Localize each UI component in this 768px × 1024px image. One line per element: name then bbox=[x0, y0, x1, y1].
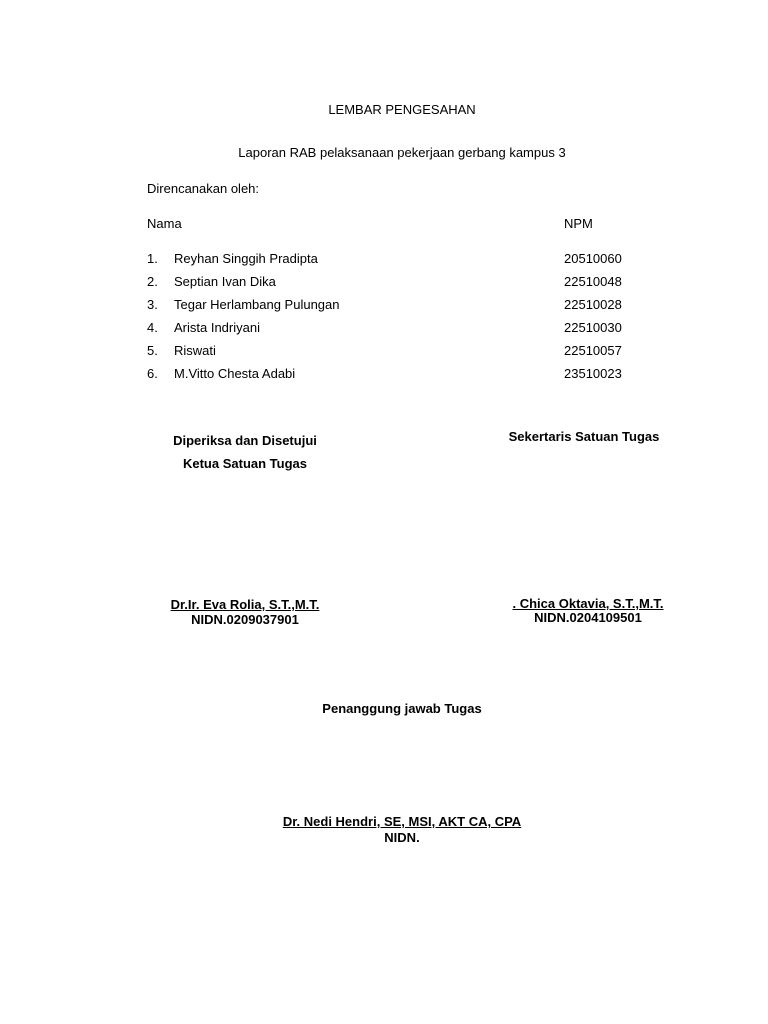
column-header-name: Nama bbox=[147, 216, 182, 231]
member-name: Septian Ivan Dika bbox=[174, 274, 276, 289]
member-row bbox=[0, 251, 768, 271]
member-row bbox=[0, 320, 768, 340]
left-signatory-nidn: NIDN.0209037901 bbox=[191, 612, 299, 627]
member-row bbox=[0, 274, 768, 294]
member-npm: 20510060 bbox=[564, 251, 622, 266]
right-signatory-role: Sekertaris Satuan Tugas bbox=[508, 429, 660, 444]
member-npm: 22510030 bbox=[564, 320, 622, 335]
member-row bbox=[0, 343, 768, 363]
member-npm: 23510023 bbox=[564, 366, 622, 381]
responsible-name: Dr. Nedi Hendri, SE, MSI, AKT CA, CPA bbox=[282, 814, 522, 829]
member-number: 1. bbox=[147, 251, 158, 266]
left-signatory-name: Dr.Ir. Eva Rolia, S.T.,M.T. bbox=[170, 597, 320, 612]
member-name: Arista Indriyani bbox=[174, 320, 260, 335]
right-signatory-nidn: NIDN.0204109501 bbox=[534, 610, 642, 625]
member-number: 6. bbox=[147, 366, 158, 381]
member-name: M.Vitto Chesta Adabi bbox=[174, 366, 296, 381]
member-npm: 22510057 bbox=[564, 343, 622, 358]
left-signatory-role: Ketua Satuan Tugas bbox=[182, 456, 307, 471]
member-row bbox=[0, 297, 768, 317]
left-signatory-approval-label: Diperiksa dan Disetujui bbox=[173, 433, 317, 448]
member-name: Reyhan Singgih Pradipta bbox=[174, 251, 318, 266]
member-number: 2. bbox=[147, 274, 158, 289]
member-npm: 22510048 bbox=[564, 274, 622, 289]
member-number: 5. bbox=[147, 343, 158, 358]
member-name: Tegar Herlambang Pulungan bbox=[174, 297, 340, 312]
responsible-title: Penanggung jawab Tugas bbox=[322, 701, 482, 716]
member-row bbox=[0, 366, 768, 386]
member-name: Riswati bbox=[174, 343, 216, 358]
document-title: LEMBAR PENGESAHAN bbox=[328, 102, 476, 117]
document-subtitle: Laporan RAB pelaksanaan pekerjaan gerbang kampus 3 bbox=[238, 145, 566, 160]
column-header-npm: NPM bbox=[564, 216, 593, 231]
member-number: 3. bbox=[147, 297, 158, 312]
responsible-nidn: NIDN. bbox=[384, 830, 420, 845]
planned-by-label: Direncanakan oleh: bbox=[147, 181, 260, 196]
right-signatory-name: . Chica Oktavia, S.T.,M.T. bbox=[512, 596, 664, 611]
member-number: 4. bbox=[147, 320, 158, 335]
member-npm: 22510028 bbox=[564, 297, 622, 312]
